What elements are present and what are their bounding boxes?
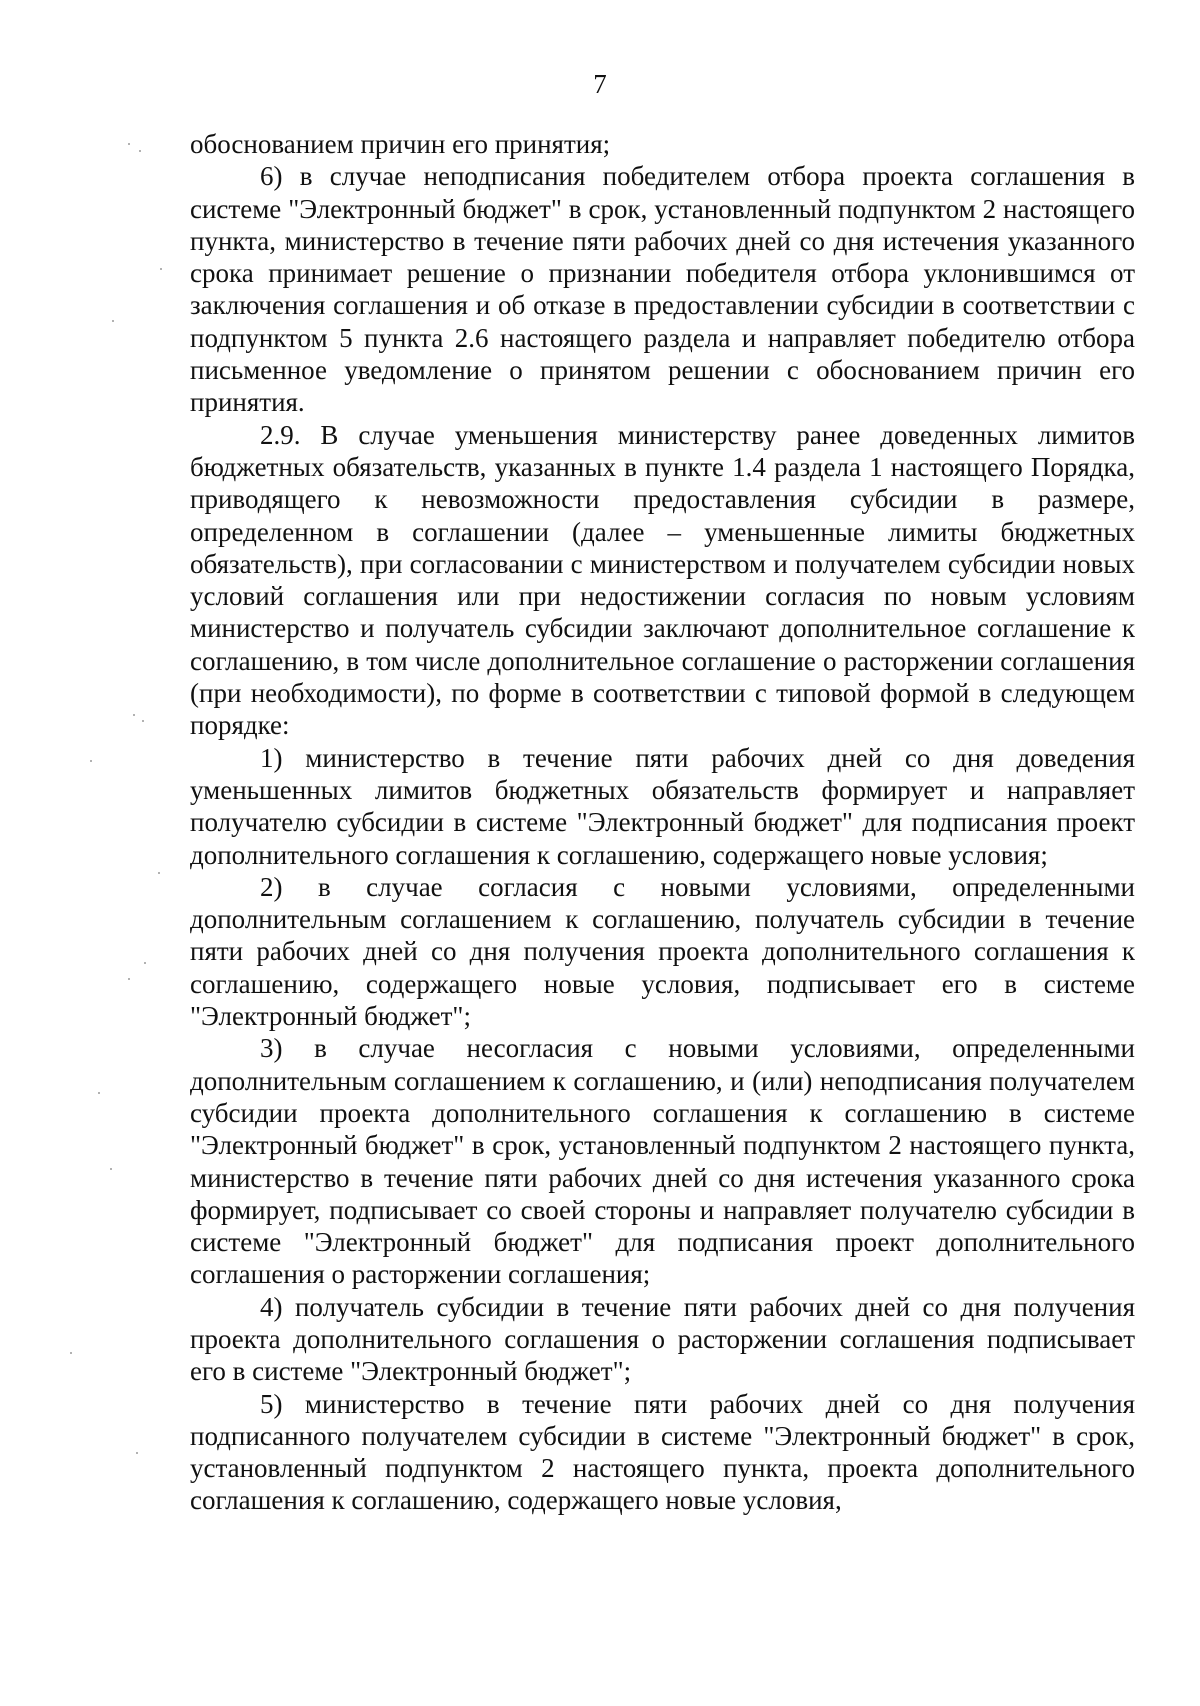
scan-speck [133, 714, 135, 716]
paragraph-item-1: 1) министерство в течение пяти рабочих дней со дня доведения уменьшенных лимитов бюджетных обязательств формирует и направляет получателю субсидии в системе "Электронный бюджет" для подписания проект дополнительного соглашения к соглашению, содержащего новые условия; [190, 742, 1135, 870]
paragraph-item-6: 6) в случае неподписания победителем отбора проекта соглашения в системе "Электронный бюджет" в срок, установленный подпунктом 2 настоящего пункта, министерство в течение пяти рабочих дней со дня истечения указанного срока принимает решение о признании победителя отбора уклонившимся от заключения соглашения и об отказе в предоставлении субсидии в соответствии с подпунктом 5 пункта 2.6 настоящего раздела и направляет победителю отбора письменное уведомление о принятом решении с обоснованием причин его принятия. [190, 161, 1135, 418]
scan-speck [90, 760, 92, 762]
scan-speck [144, 962, 146, 964]
scan-speck [70, 1352, 72, 1354]
scan-speck [158, 872, 160, 874]
paragraph-continuation: обоснованием причин его принятия; [190, 129, 611, 159]
scan-speck [98, 1092, 100, 1094]
scan-speck [112, 320, 114, 322]
scan-speck [128, 978, 130, 980]
paragraph-item-2: 2) в случае согласия с новыми условиями, определенными дополнительным соглашением к соглашению, получатель субсидии в течение пяти рабочих дней со дня получения проекта дополнительного соглашения к соглашению, содержащего новые условия, подписывает его в системе "Электронный бюджет"; [190, 871, 1135, 1032]
scan-speck [142, 720, 144, 722]
paragraph-item-3: 3) в случае несогласия с новыми условиями, определенными дополнительным соглашением к соглашению, и (или) неподписания получателем субсидии проекта дополнительного соглашения к соглашению в системе "Электронный бюджет" в срок, установленный подпунктом 2 настоящего пункта, министерство в течение пяти рабочих дней со дня истечения указанного срока формирует, подписывает со своей стороны и направляет получателю субсидии в системе "Электронный бюджет" для подписания проект дополнительного соглашения о расторжении соглашения; [190, 1033, 1135, 1290]
scan-speck [139, 150, 141, 152]
scan-speck [128, 143, 130, 145]
document-body [190, 128, 1135, 1517]
paragraph-section-2-9: 2.9. В случае уменьшения министерству ранее доведенных лимитов бюджетных обязательств, указанных в пункте 1.4 раздела 1 настоящего Порядка, приводящего к невозможности предоставления субсидии в размере, определенном в соглашении (далее – уменьшенные лимиты бюджетных обязательств), при согласовании с министерством и получателем субсидии новых условий соглашения или при недостижении согласия по новым условиям министерство и получатель субсидии заключают дополнительное соглашение к соглашению, в том числе дополнительное соглашение о расторжении соглашения (при необходимости), по форме в соответствии с типовой формой в следующем порядке: [190, 419, 1135, 741]
scan-speck [136, 1452, 138, 1454]
paragraph-item-4: 4) получатель субсидии в течение пяти рабочих дней со дня получения проекта дополнительного соглашения о расторжении соглашения подписывает его в системе "Электронный бюджет"; [190, 1291, 1135, 1387]
paragraph-item-5: 5) министерство в течение пяти рабочих дней со дня получения подписанного получателем субсидии в системе "Электронный бюджет" в срок, установленный подпунктом 2 настоящего пункта, проекта дополнительного соглашения к соглашению, содержащего новые условия, [190, 1388, 1135, 1516]
scan-speck [160, 268, 162, 270]
scan-speck [110, 1168, 112, 1170]
page-number: 7 [593, 69, 607, 99]
